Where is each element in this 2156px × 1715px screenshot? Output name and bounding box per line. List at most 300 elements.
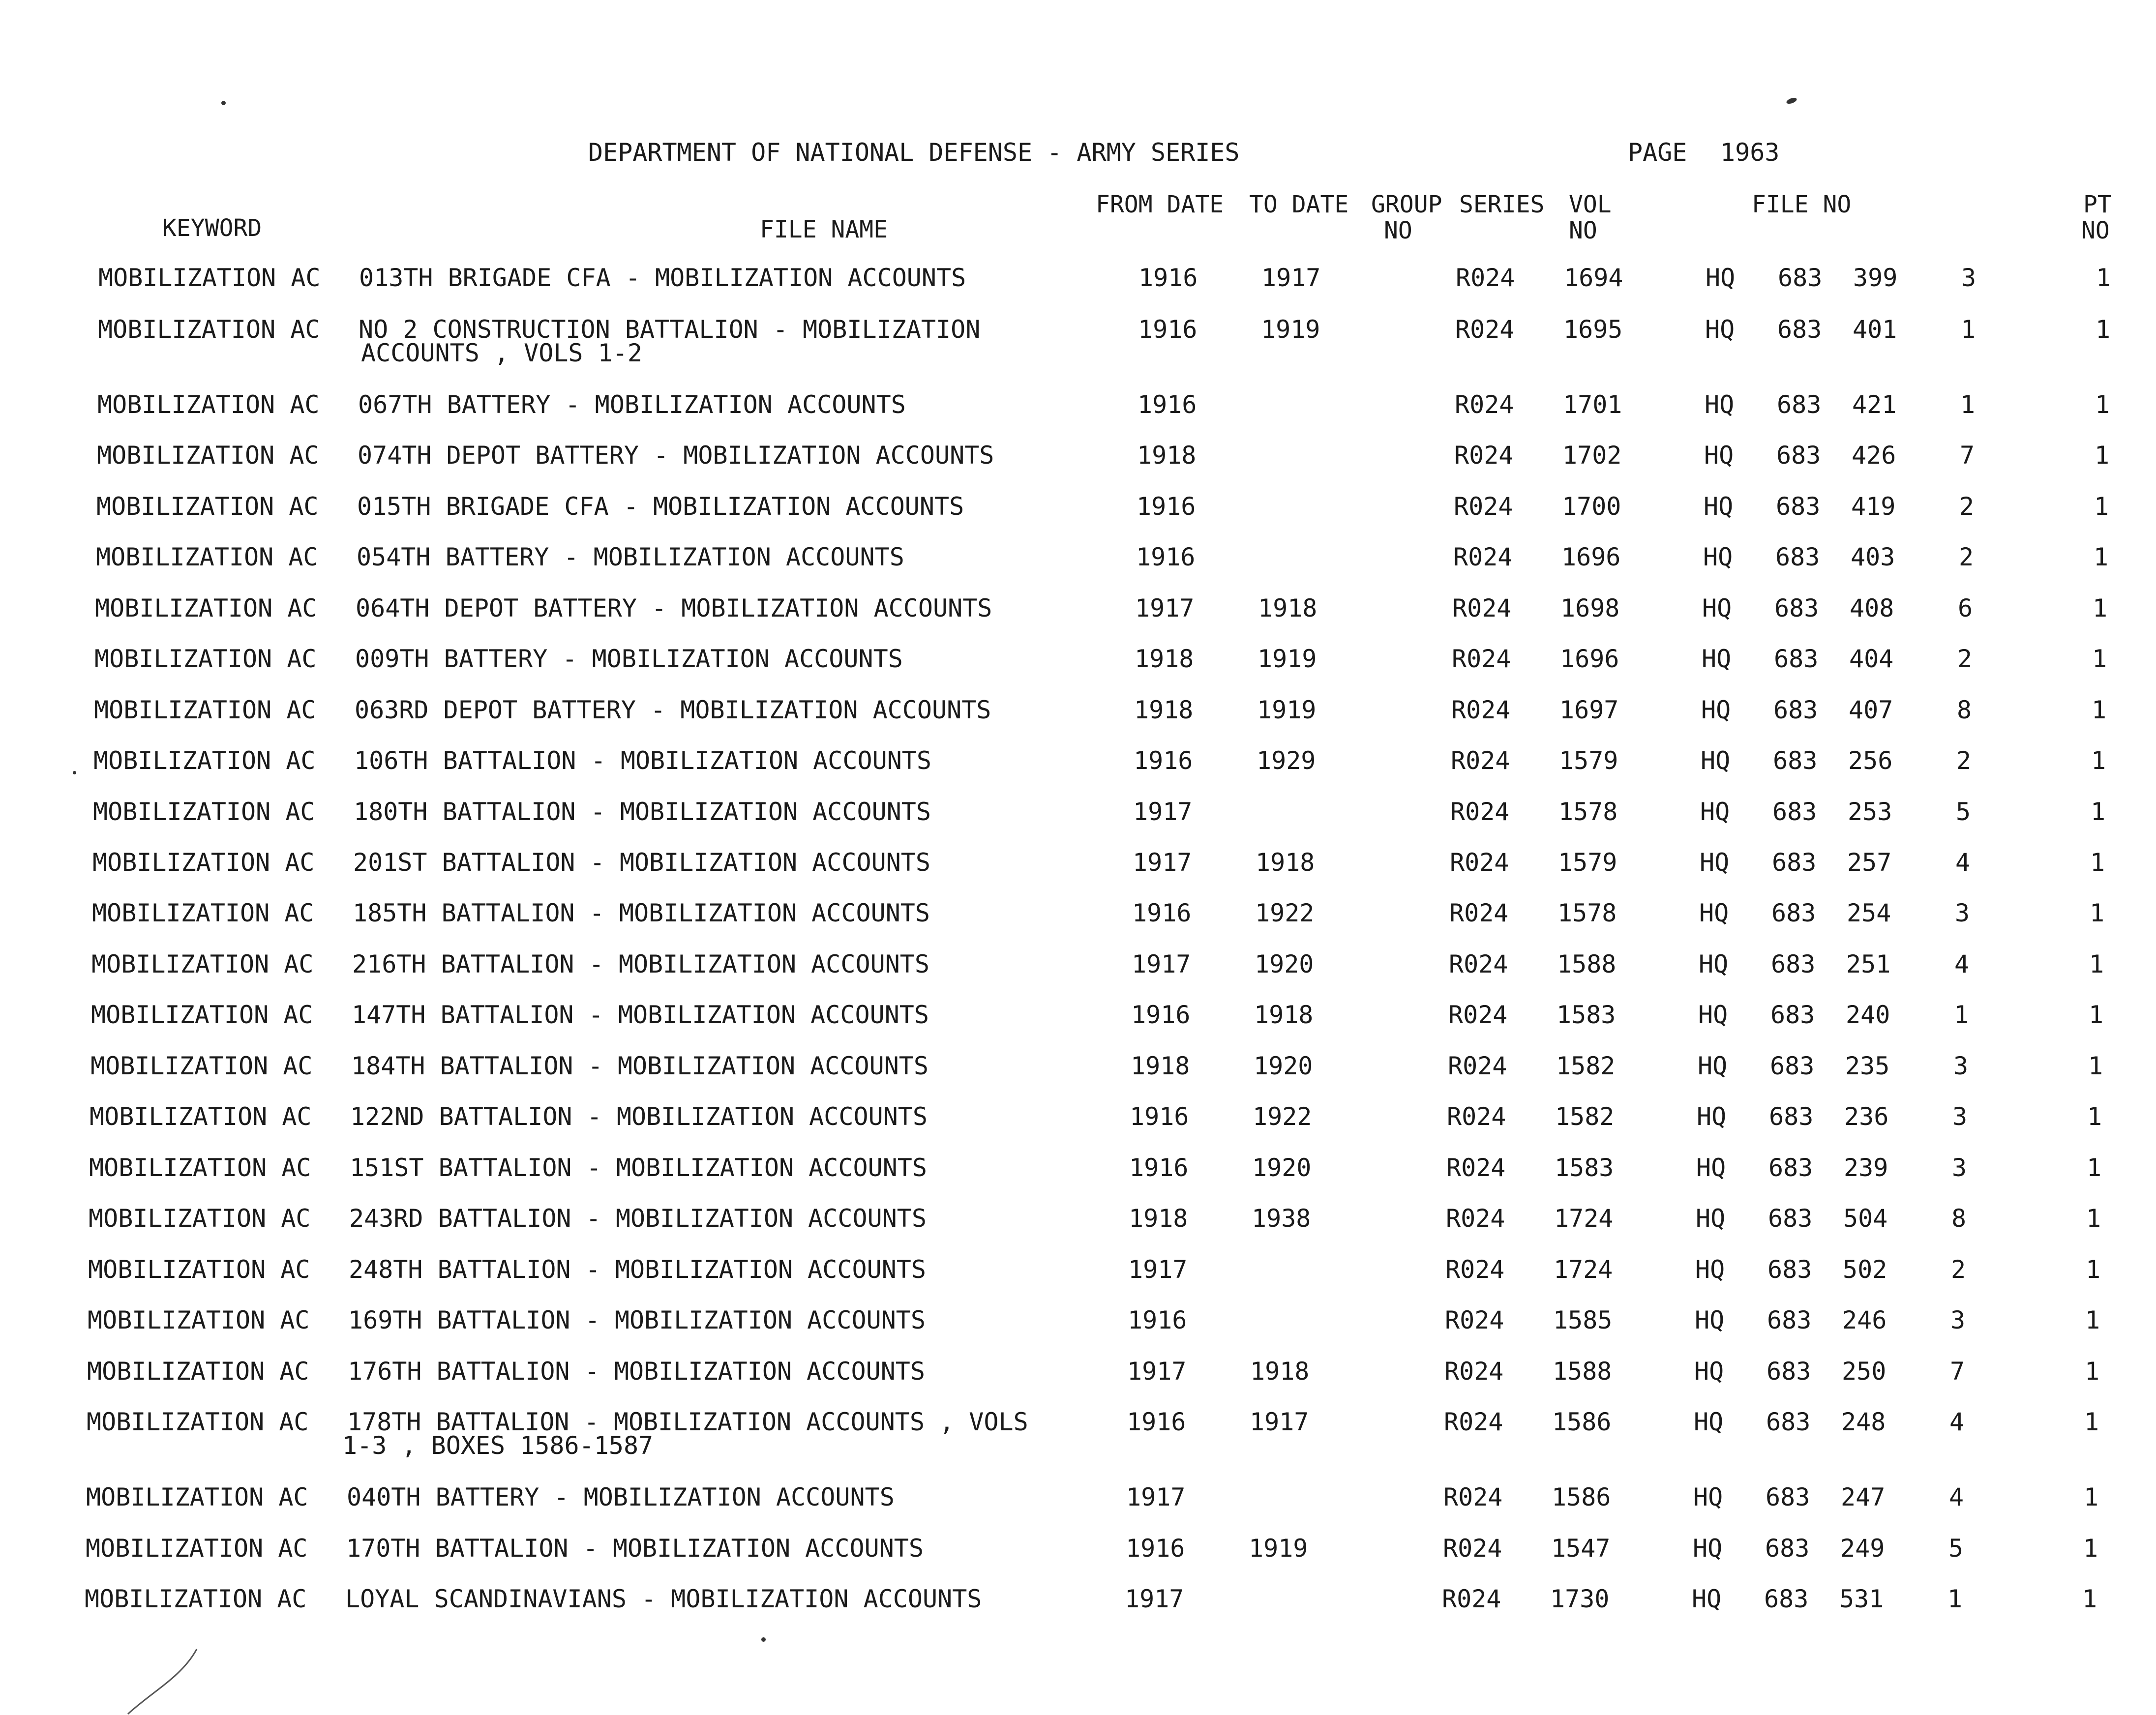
vol-no-cell: 1579 (1559, 746, 1618, 775)
file-no-part2-cell: 401 (1853, 315, 1897, 344)
file-prefix-cell: HQ (1698, 1001, 1728, 1029)
file-no-part1-cell: 683 (1776, 441, 1821, 470)
series-cell: R024 (1455, 390, 1514, 419)
pt-no-cell: 1 (2082, 1585, 2097, 1613)
pt-no-cell: 1 (2091, 746, 2106, 775)
keyword-cell: MOBILIZATION AC (89, 1153, 311, 1182)
table-row (0, 545, 2156, 596)
page-number: 1963 (1720, 138, 1780, 167)
header-vol: VOL (1569, 191, 1612, 218)
from-date-cell: 1916 (1134, 746, 1193, 775)
file-no-part2-cell: 251 (1846, 950, 1891, 978)
file-no-part2-cell: 399 (1853, 264, 1898, 292)
file-no-part1-cell: 683 (1773, 696, 1818, 724)
file-no-part3-cell: 2 (1959, 543, 1974, 571)
file-no-part1-cell: 683 (1767, 1255, 1812, 1284)
file-name-cell: 009TH BATTERY - MOBILIZATION ACCOUNTS (355, 645, 903, 673)
file-no-part3-cell: 1 (1961, 315, 1976, 344)
header-group: GROUP (1371, 191, 1442, 218)
file-no-part1-cell: 683 (1766, 1483, 1810, 1511)
vol-no-cell: 1696 (1561, 543, 1621, 571)
keyword-cell: MOBILIZATION AC (95, 594, 317, 622)
pt-no-cell: 1 (2084, 1483, 2099, 1511)
pt-no-cell: 1 (2095, 441, 2110, 470)
vol-no-cell: 1586 (1552, 1408, 1612, 1436)
keyword-cell: MOBILIZATION AC (96, 492, 319, 521)
header-group-no: NO (1384, 217, 1412, 244)
file-name-cell: 063RD DEPOT BATTERY - MOBILIZATION ACCOUNTS (355, 696, 991, 724)
header-to-date: TO DATE (1249, 191, 1349, 218)
series-cell: R024 (1448, 1052, 1507, 1080)
vol-no-cell: 1701 (1563, 390, 1622, 419)
vol-no-cell: 1697 (1559, 696, 1619, 724)
file-name-cell: 040TH BATTERY - MOBILIZATION ACCOUNTS (347, 1483, 895, 1511)
vol-no-cell: 1583 (1555, 1153, 1614, 1182)
from-date-cell: 1916 (1136, 543, 1196, 571)
to-date-cell: 1918 (1256, 848, 1315, 877)
table-row (0, 392, 2156, 444)
from-date-cell: 1918 (1137, 441, 1197, 470)
header-from-date: FROM DATE (1096, 191, 1224, 218)
to-date-cell: 1922 (1253, 1102, 1312, 1131)
file-name-cell: 067TH BATTERY - MOBILIZATION ACCOUNTS (358, 390, 906, 419)
from-date-cell: 1916 (1137, 492, 1196, 521)
file-prefix-cell: HQ (1702, 645, 1732, 673)
to-date-cell: 1920 (1252, 1153, 1312, 1182)
table-row (0, 748, 2156, 799)
series-cell: R024 (1455, 315, 1515, 344)
file-name-cell: 184TH BATTALION - MOBILIZATION ACCOUNTS (351, 1052, 928, 1080)
from-date-cell: 1918 (1129, 1204, 1188, 1233)
file-no-part1-cell: 683 (1772, 798, 1817, 826)
table-row (0, 1536, 2156, 1587)
pt-no-cell: 1 (2091, 798, 2106, 826)
file-no-part2-cell: 239 (1844, 1153, 1888, 1182)
file-no-part2-cell: 240 (1846, 1001, 1890, 1029)
from-date-cell: 1918 (1134, 696, 1194, 724)
to-date-cell: 1917 (1250, 1408, 1309, 1436)
vol-no-cell: 1579 (1558, 848, 1617, 877)
file-no-part1-cell: 683 (1777, 315, 1822, 344)
file-no-part2-cell: 235 (1845, 1052, 1890, 1080)
file-no-part1-cell: 683 (1769, 1102, 1814, 1131)
keyword-cell: MOBILIZATION AC (85, 1585, 307, 1613)
series-cell: R024 (1442, 1585, 1501, 1613)
table-row (0, 266, 2156, 317)
series-cell: R024 (1447, 1102, 1506, 1131)
series-cell: R024 (1451, 696, 1511, 724)
file-no-part1-cell: 683 (1766, 1408, 1811, 1436)
file-no-part3-cell: 5 (1948, 1534, 1964, 1563)
file-no-part1-cell: 683 (1768, 1153, 1813, 1182)
file-no-part1-cell: 683 (1774, 645, 1819, 673)
keyword-cell: MOBILIZATION AC (97, 441, 319, 470)
file-prefix-cell: HQ (1696, 1204, 1726, 1233)
scan-scratch (123, 1647, 207, 1715)
keyword-cell: MOBILIZATION AC (98, 264, 321, 292)
file-no-part2-cell: 426 (1852, 441, 1896, 470)
keyword-cell: MOBILIZATION AC (94, 696, 316, 724)
keyword-cell: MOBILIZATION AC (91, 1001, 313, 1029)
table-row (0, 494, 2156, 545)
file-no-part1-cell: 683 (1767, 1306, 1812, 1334)
to-date-cell: 1919 (1258, 645, 1317, 673)
table-row (0, 1308, 2156, 1359)
file-no-part3-cell: 5 (1956, 798, 1971, 826)
pt-no-cell: 1 (2090, 848, 2105, 877)
file-no-part2-cell: 253 (1848, 798, 1892, 826)
file-name-cell: 074TH DEPOT BATTERY - MOBILIZATION ACCOUNTS (358, 441, 994, 470)
pt-no-cell: 1 (2096, 264, 2111, 292)
file-no-part3-cell: 1 (1947, 1585, 1963, 1613)
series-cell: R024 (1448, 1001, 1508, 1029)
scan-speck (1786, 97, 1797, 105)
file-no-part2-cell: 531 (1839, 1585, 1884, 1613)
series-cell: R024 (1449, 950, 1508, 978)
file-no-part2-cell: 254 (1847, 899, 1891, 927)
file-no-part2-cell: 419 (1851, 492, 1896, 521)
file-prefix-cell: HQ (1704, 441, 1734, 470)
vol-no-cell: 1730 (1550, 1585, 1610, 1613)
keyword-cell: MOBILIZATION AC (98, 315, 320, 344)
table-row (0, 1206, 2156, 1257)
file-name-cell: 243RD BATTALION - MOBILIZATION ACCOUNTS (349, 1204, 927, 1233)
file-no-part1-cell: 683 (1771, 899, 1816, 927)
file-prefix-cell: HQ (1704, 492, 1734, 521)
keyword-cell: MOBILIZATION AC (92, 899, 314, 927)
file-name-cell: 180TH BATTALION - MOBILIZATION ACCOUNTS (354, 798, 931, 826)
file-name-cell: 147TH BATTALION - MOBILIZATION ACCOUNTS (352, 1001, 929, 1029)
vol-no-cell: 1724 (1554, 1255, 1613, 1284)
series-cell: R024 (1443, 1483, 1503, 1511)
file-name-cell: NO 2 CONSTRUCTION BATTALION - MOBILIZATION (359, 315, 981, 344)
file-no-part2-cell: 247 (1841, 1483, 1886, 1511)
series-cell: R024 (1446, 1153, 1506, 1182)
series-cell: R024 (1451, 746, 1510, 775)
from-date-cell: 1916 (1138, 390, 1197, 419)
table-row (0, 1359, 2156, 1410)
file-no-part3-cell: 4 (1949, 1408, 1965, 1436)
file-prefix-cell: HQ (1706, 264, 1736, 292)
from-date-cell: 1917 (1133, 798, 1193, 826)
file-name-cell: 201ST BATTALION - MOBILIZATION ACCOUNTS (353, 848, 930, 877)
file-prefix-cell: HQ (1697, 1102, 1727, 1131)
from-date-cell: 1917 (1133, 848, 1192, 877)
pt-no-cell: 1 (2083, 1534, 2098, 1563)
table-row (0, 1587, 2156, 1638)
pt-no-cell: 1 (2089, 1001, 2104, 1029)
file-no-part3-cell: 8 (1957, 696, 1972, 724)
file-prefix-cell: HQ (1699, 950, 1729, 978)
vol-no-cell: 1694 (1564, 264, 1623, 292)
pt-no-cell: 1 (2092, 696, 2107, 724)
header-file-no: FILE NO (1752, 191, 1852, 218)
file-no-part2-cell: 404 (1849, 645, 1894, 673)
from-date-cell: 1917 (1132, 950, 1191, 978)
pt-no-cell: 1 (2094, 492, 2109, 521)
from-date-cell: 1916 (1126, 1534, 1185, 1563)
file-no-part1-cell: 683 (1776, 492, 1821, 521)
from-date-cell: 1916 (1138, 264, 1198, 292)
series-cell: R024 (1445, 1306, 1504, 1334)
table-row (0, 698, 2156, 749)
file-no-part3-cell: 1 (1960, 390, 1976, 419)
vol-no-cell: 1583 (1557, 1001, 1616, 1029)
keyword-cell: MOBILIZATION AC (91, 950, 314, 978)
series-cell: R024 (1454, 492, 1513, 521)
file-no-part2-cell: 257 (1847, 848, 1892, 877)
file-no-part2-cell: 236 (1844, 1102, 1889, 1131)
file-no-part2-cell: 502 (1843, 1255, 1887, 1284)
file-no-part1-cell: 683 (1774, 594, 1819, 622)
vol-no-cell: 1586 (1552, 1483, 1611, 1511)
table-row (0, 1104, 2156, 1155)
file-prefix-cell: HQ (1700, 848, 1730, 877)
keyword-cell: MOBILIZATION AC (87, 1357, 309, 1386)
to-date-cell: 1920 (1254, 1052, 1313, 1080)
file-no-part1-cell: 683 (1772, 848, 1817, 877)
file-no-part2-cell: 403 (1851, 543, 1895, 571)
file-name-cell: 106TH BATTALION - MOBILIZATION ACCOUNTS (354, 746, 931, 775)
file-no-part3-cell: 6 (1958, 594, 1973, 622)
from-date-cell: 1916 (1130, 1102, 1189, 1131)
file-no-part1-cell: 683 (1770, 1001, 1815, 1029)
file-name-cell: 169TH BATTALION - MOBILIZATION ACCOUNTS (348, 1306, 926, 1334)
file-name-cell: 178TH BATTALION - MOBILIZATION ACCOUNTS , VOLS (347, 1408, 1028, 1436)
file-name-cell: 176TH BATTALION - MOBILIZATION ACCOUNTS (348, 1357, 925, 1386)
keyword-cell: MOBILIZATION AC (90, 1052, 313, 1080)
to-date-cell: 1920 (1255, 950, 1314, 978)
file-no-part1-cell: 683 (1770, 1052, 1815, 1080)
file-prefix-cell: HQ (1698, 1052, 1728, 1080)
file-no-part2-cell: 421 (1852, 390, 1897, 419)
file-no-part3-cell: 4 (1954, 950, 1970, 978)
file-no-part3-cell: 7 (1960, 441, 1975, 470)
keyword-cell: MOBILIZATION AC (87, 1408, 309, 1436)
series-cell: R024 (1450, 798, 1510, 826)
file-name-cell: 064TH DEPOT BATTERY - MOBILIZATION ACCOUNTS (356, 594, 992, 622)
file-name-cell: 054TH BATTERY - MOBILIZATION ACCOUNTS (357, 543, 904, 571)
from-date-cell: 1917 (1128, 1255, 1188, 1284)
table-row (0, 1054, 2156, 1105)
file-name-cell: 216TH BATTALION - MOBILIZATION ACCOUNTS (352, 950, 929, 978)
series-cell: R024 (1450, 848, 1509, 877)
from-date-cell: 1917 (1125, 1585, 1184, 1613)
from-date-cell: 1916 (1128, 1306, 1187, 1334)
pt-no-cell: 1 (2089, 950, 2104, 978)
file-no-part2-cell: 407 (1849, 696, 1893, 724)
to-date-cell: 1918 (1250, 1357, 1310, 1386)
scan-speck (73, 771, 76, 774)
file-no-part2-cell: 248 (1841, 1408, 1886, 1436)
table-row (0, 596, 2156, 647)
file-prefix-cell: HQ (1699, 899, 1729, 927)
pt-no-cell: 1 (2086, 1204, 2101, 1233)
from-date-cell: 1916 (1138, 315, 1198, 344)
file-prefix-cell: HQ (1705, 315, 1735, 344)
vol-no-cell: 1582 (1555, 1102, 1615, 1131)
table-row (0, 901, 2156, 952)
file-name-cell: 122ND BATTALION - MOBILIZATION ACCOUNTS (350, 1102, 928, 1131)
vol-no-cell: 1702 (1562, 441, 1622, 470)
pt-no-cell: 1 (2092, 645, 2107, 673)
vol-no-cell: 1724 (1554, 1204, 1614, 1233)
vol-no-cell: 1578 (1558, 798, 1618, 826)
table-row (0, 647, 2156, 698)
header-file-name: FILE NAME (760, 216, 888, 243)
vol-no-cell: 1700 (1562, 492, 1621, 521)
table-row (0, 1410, 2156, 1488)
keyword-cell: MOBILIZATION AC (96, 543, 318, 571)
vol-no-cell: 1588 (1557, 950, 1617, 978)
from-date-cell: 1916 (1132, 899, 1192, 927)
series-cell: R024 (1446, 1204, 1505, 1233)
vol-no-cell: 1588 (1553, 1357, 1612, 1386)
pt-no-cell: 1 (2094, 543, 2109, 571)
table-row (0, 1257, 2156, 1308)
pt-no-cell: 1 (2086, 1255, 2101, 1284)
pt-no-cell: 1 (2093, 594, 2108, 622)
vol-no-cell: 1547 (1551, 1534, 1611, 1563)
pt-no-cell: 1 (2087, 1153, 2102, 1182)
page-label: PAGE (1628, 138, 1687, 167)
pt-no-cell: 1 (2096, 315, 2111, 344)
file-name-continuation: 1-3 , BOXES 1586-1587 (342, 1431, 654, 1460)
table-row (0, 1485, 2156, 1536)
series-cell: R024 (1445, 1255, 1505, 1284)
file-prefix-cell: HQ (1693, 1534, 1723, 1563)
from-date-cell: 1916 (1127, 1408, 1186, 1436)
table-row (0, 443, 2156, 494)
vol-no-cell: 1698 (1560, 594, 1620, 622)
from-date-cell: 1916 (1129, 1153, 1189, 1182)
to-date-cell: 1919 (1257, 696, 1317, 724)
from-date-cell: 1917 (1127, 1357, 1187, 1386)
keyword-cell: MOBILIZATION AC (97, 390, 320, 419)
keyword-cell: MOBILIZATION AC (92, 848, 315, 877)
file-no-part1-cell: 683 (1773, 746, 1818, 775)
file-no-part1-cell: 683 (1771, 950, 1816, 978)
file-prefix-cell: HQ (1692, 1585, 1722, 1613)
vol-no-cell: 1582 (1556, 1052, 1616, 1080)
file-name-cell: 170TH BATTALION - MOBILIZATION ACCOUNTS (346, 1534, 924, 1563)
pt-no-cell: 1 (2085, 1306, 2100, 1334)
header-vol-no: NO (1569, 217, 1597, 244)
from-date-cell: 1918 (1135, 645, 1194, 673)
vol-no-cell: 1695 (1563, 315, 1623, 344)
file-no-part1-cell: 683 (1778, 264, 1823, 292)
pt-no-cell: 1 (2085, 1357, 2100, 1386)
vol-no-cell: 1696 (1560, 645, 1619, 673)
table-row (0, 1155, 2156, 1207)
table-row (0, 1003, 2156, 1054)
file-prefix-cell: HQ (1695, 1306, 1725, 1334)
from-date-cell: 1916 (1131, 1001, 1191, 1029)
file-no-part1-cell: 683 (1768, 1204, 1813, 1233)
file-prefix-cell: HQ (1701, 746, 1731, 775)
scan-speck (221, 101, 226, 105)
series-cell: R024 (1452, 594, 1512, 622)
header-keyword: KEYWORD (162, 214, 262, 242)
table-row (0, 850, 2156, 901)
vol-no-cell: 1578 (1557, 899, 1617, 927)
file-no-part2-cell: 246 (1842, 1306, 1887, 1334)
to-date-cell: 1917 (1261, 264, 1321, 292)
file-no-part3-cell: 2 (1959, 492, 1975, 521)
series-cell: R024 (1444, 1357, 1504, 1386)
file-name-cell: 013TH BRIGADE CFA - MOBILIZATION ACCOUNTS (359, 264, 966, 292)
to-date-cell: 1929 (1257, 746, 1316, 775)
series-cell: R024 (1449, 899, 1509, 927)
keyword-cell: MOBILIZATION AC (86, 1483, 308, 1511)
pt-no-cell: 1 (2087, 1102, 2102, 1131)
file-no-part2-cell: 504 (1843, 1204, 1888, 1233)
file-no-part2-cell: 250 (1842, 1357, 1886, 1386)
document-title: DEPARTMENT OF NATIONAL DEFENSE - ARMY SERIES (588, 138, 1240, 167)
series-cell: R024 (1456, 264, 1515, 292)
series-cell: R024 (1452, 645, 1511, 673)
file-no-part2-cell: 256 (1848, 746, 1893, 775)
file-no-part3-cell: 3 (1952, 1102, 1968, 1131)
file-name-cell: 248TH BATTALION - MOBILIZATION ACCOUNTS (349, 1255, 926, 1284)
from-date-cell: 1918 (1131, 1052, 1190, 1080)
file-no-part3-cell: 2 (1957, 645, 1973, 673)
scan-speck (761, 1637, 766, 1642)
file-no-part3-cell: 3 (1955, 899, 1970, 927)
to-date-cell: 1918 (1254, 1001, 1314, 1029)
file-no-part3-cell: 2 (1956, 746, 1972, 775)
pt-no-cell: 1 (2090, 899, 2105, 927)
to-date-cell: 1922 (1255, 899, 1315, 927)
file-prefix-cell: HQ (1695, 1255, 1725, 1284)
file-name-cell: LOYAL SCANDINAVIANS - MOBILIZATION ACCOUNTS (345, 1585, 982, 1613)
series-cell: R024 (1444, 1408, 1503, 1436)
header-series: SERIES (1459, 191, 1545, 218)
file-no-part1-cell: 683 (1767, 1357, 1811, 1386)
pt-no-cell: 1 (2088, 1052, 2103, 1080)
file-no-part1-cell: 683 (1764, 1585, 1809, 1613)
from-date-cell: 1917 (1135, 594, 1195, 622)
to-date-cell: 1918 (1258, 594, 1318, 622)
file-no-part3-cell: 4 (1955, 848, 1971, 877)
file-no-part3-cell: 8 (1951, 1204, 1967, 1233)
file-prefix-cell: HQ (1694, 1357, 1724, 1386)
file-no-part2-cell: 249 (1840, 1534, 1885, 1563)
file-prefix-cell: HQ (1696, 1153, 1726, 1182)
keyword-cell: MOBILIZATION AC (89, 1204, 311, 1233)
file-prefix-cell: HQ (1700, 798, 1730, 826)
keyword-cell: MOBILIZATION AC (88, 1306, 310, 1334)
pt-no-cell: 1 (2095, 390, 2110, 419)
series-cell: R024 (1443, 1534, 1502, 1563)
table-row (0, 799, 2156, 851)
file-name-cell: 185TH BATTALION - MOBILIZATION ACCOUNTS (353, 899, 930, 927)
keyword-cell: MOBILIZATION AC (90, 1102, 312, 1131)
keyword-cell: MOBILIZATION AC (86, 1534, 308, 1563)
pt-no-cell: 1 (2084, 1408, 2099, 1436)
series-cell: R024 (1453, 543, 1513, 571)
keyword-cell: MOBILIZATION AC (93, 746, 316, 775)
from-date-cell: 1917 (1126, 1483, 1186, 1511)
file-no-part3-cell: 7 (1950, 1357, 1965, 1386)
vol-no-cell: 1585 (1553, 1306, 1613, 1334)
file-no-part3-cell: 3 (1950, 1306, 1966, 1334)
file-no-part1-cell: 683 (1765, 1534, 1810, 1563)
file-prefix-cell: HQ (1701, 696, 1731, 724)
keyword-cell: MOBILIZATION AC (93, 798, 315, 826)
table-row (0, 952, 2156, 1003)
file-name-cell: 151ST BATTALION - MOBILIZATION ACCOUNTS (350, 1153, 927, 1182)
